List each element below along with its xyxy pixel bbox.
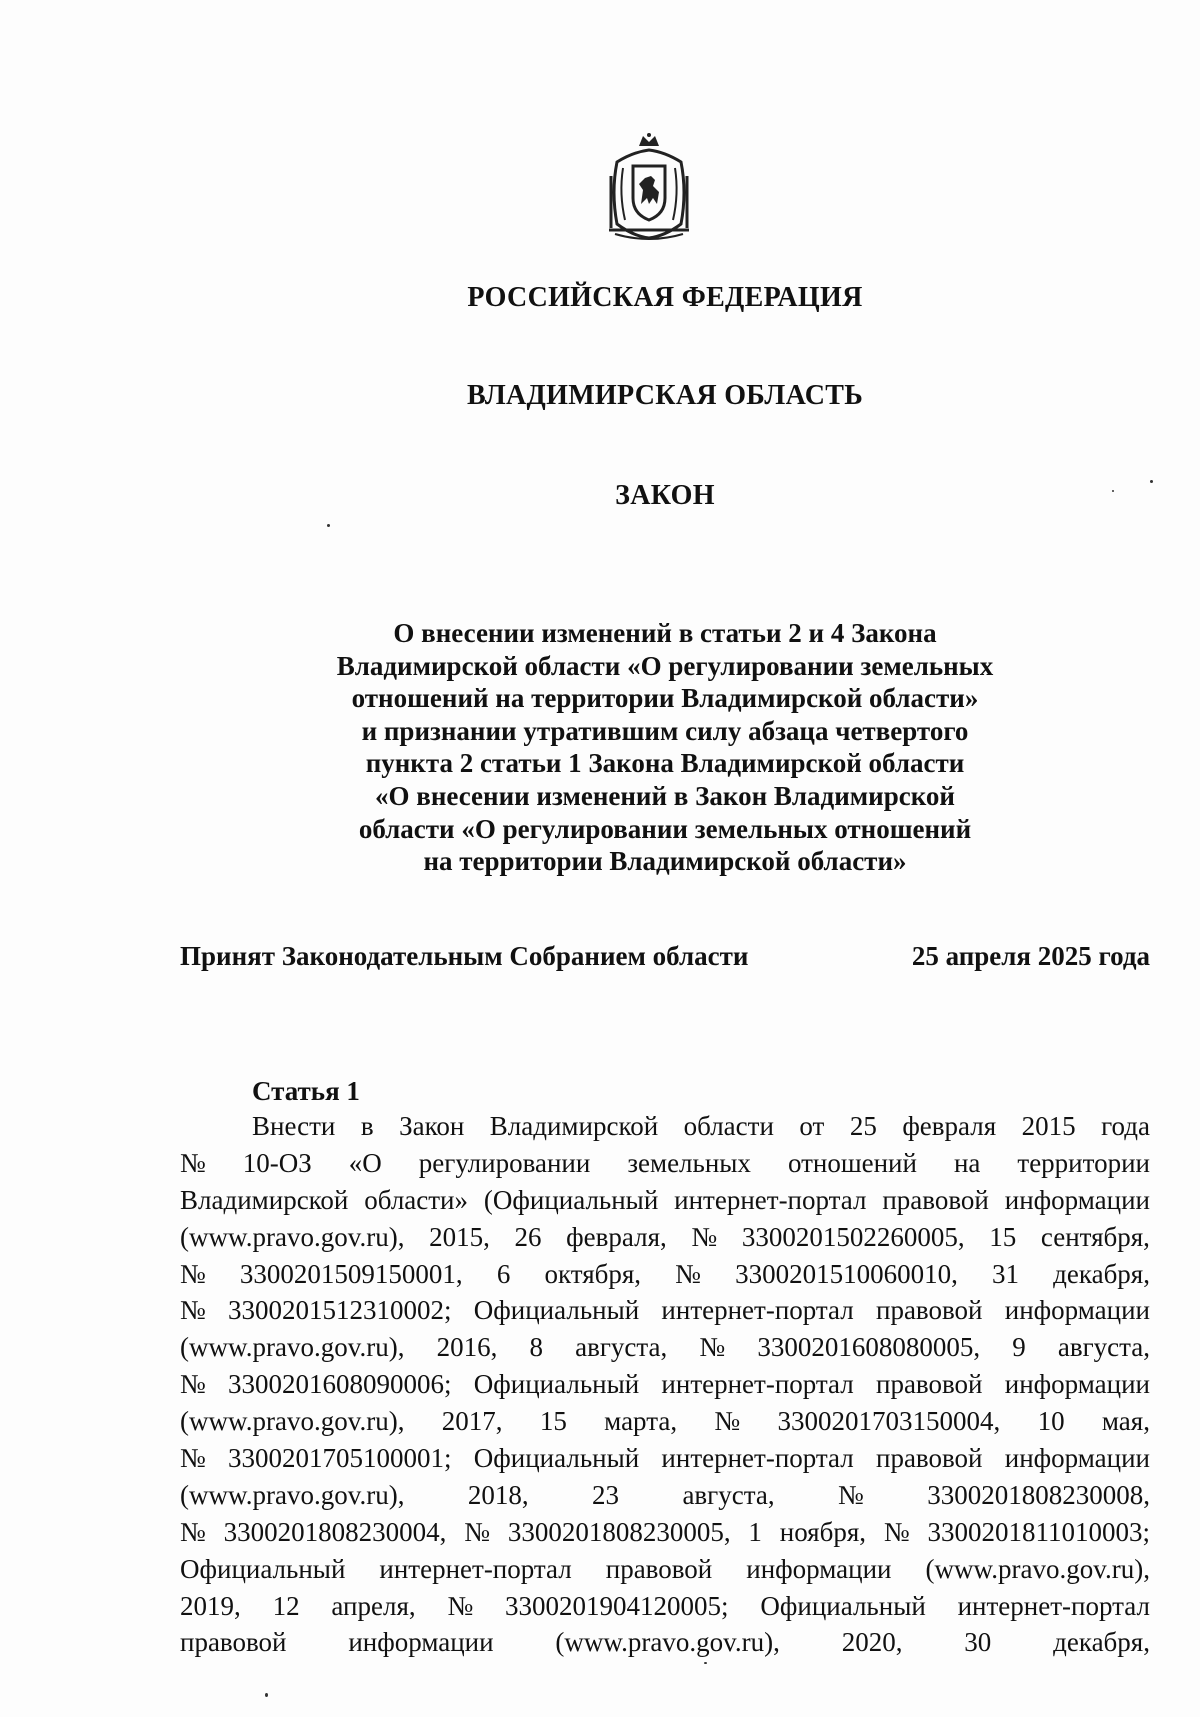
- region-heading: ВЛАДИМИРСКАЯ ОБЛАСТЬ: [466, 380, 864, 411]
- article-word: (www.pravo.gov.ru),: [180, 1332, 405, 1363]
- article-line: [180, 1219, 1150, 1256]
- article-word: 3300201808230005,: [507, 1516, 731, 1547]
- adoption-label: Принят Законодательным Собранием области: [180, 941, 749, 971]
- law-title-line: Владимирской области «О регулировании земельных: [336, 650, 994, 681]
- article-word: 3300201811010003;: [927, 1516, 1150, 1547]
- article-word: интернет-портал: [674, 1184, 867, 1215]
- article-word: №: [675, 1258, 701, 1289]
- article-word: на: [953, 1147, 981, 1178]
- article-word: правовой: [876, 1295, 983, 1326]
- scan-speck: [1150, 480, 1153, 483]
- scan-speck: [1112, 490, 1114, 492]
- article-word: №: [699, 1332, 726, 1363]
- article-word: информации: [348, 1627, 494, 1658]
- article-word: февраля: [902, 1111, 997, 1141]
- adoption-date: 25 апреля 2025 года: [911, 941, 1150, 971]
- article-word: мая,: [1101, 1406, 1150, 1437]
- article-word: «О: [348, 1147, 382, 1178]
- article-word: 6: [496, 1258, 511, 1289]
- article-word: (www.pravo.gov.ru),: [555, 1627, 780, 1658]
- article-line: [180, 1256, 1150, 1293]
- article-word: 26: [514, 1221, 542, 1252]
- article-word: 23: [592, 1479, 620, 1510]
- article-word: 10: [1037, 1406, 1065, 1437]
- article-word: №: [883, 1516, 910, 1547]
- article-word: ноября,: [779, 1516, 867, 1547]
- article-word: 3300201705100001;: [228, 1443, 452, 1474]
- article-word: Внести: [252, 1111, 336, 1141]
- article-word: 3300201608080005,: [757, 1332, 981, 1363]
- coat-of-arms-icon: [603, 132, 695, 240]
- article-word: 15: [989, 1221, 1017, 1252]
- article-word: 1: [748, 1516, 762, 1547]
- article-word: Владимирской: [489, 1111, 659, 1141]
- article-word: апреля,: [331, 1590, 416, 1621]
- article-word: 3300201808230004,: [223, 1516, 447, 1547]
- article-line: [180, 1440, 1150, 1477]
- article-word: 2018,: [467, 1479, 529, 1510]
- article-word: 2016,: [436, 1332, 498, 1363]
- article-word: (www.pravo.gov.ru),: [180, 1406, 405, 1437]
- article-word: №: [447, 1590, 474, 1621]
- article-word: 3300201502260005,: [741, 1221, 965, 1252]
- article-line: [180, 1477, 1150, 1514]
- article-word: информации: [1004, 1295, 1150, 1326]
- document-type-heading: ЗАКОН: [615, 480, 715, 511]
- law-title-line: отношений на территории Владимирской области»: [351, 683, 979, 714]
- article-word: Официальный: [473, 1443, 640, 1474]
- article-heading: Статья 1: [252, 1076, 360, 1106]
- article-word: 31: [992, 1258, 1019, 1289]
- article-word: №: [180, 1516, 206, 1547]
- article-word: №: [180, 1369, 206, 1400]
- article-word: правовой: [876, 1369, 983, 1400]
- article-word: 10-ОЗ: [242, 1147, 312, 1178]
- article-word: Владимирской: [180, 1184, 349, 1215]
- article-word: 2015: [1021, 1111, 1076, 1141]
- article-word: отношений: [787, 1147, 917, 1178]
- article-word: №: [714, 1406, 741, 1437]
- article-word: (Официальный: [483, 1184, 659, 1215]
- article-line: [180, 1366, 1150, 1403]
- article-line: [180, 1292, 1150, 1329]
- article-word: территории: [1017, 1147, 1150, 1178]
- scan-speck: [327, 524, 330, 527]
- article-word: Официальный: [180, 1553, 346, 1584]
- article-word: декабря,: [1053, 1627, 1150, 1658]
- article-word: февраля,: [566, 1221, 667, 1252]
- article-word: Официальный: [473, 1369, 640, 1400]
- article-word: от: [799, 1111, 825, 1141]
- article-word: информации: [1004, 1369, 1150, 1400]
- article-word: (www.pravo.gov.ru),: [180, 1479, 405, 1510]
- article-word: области»: [364, 1184, 469, 1215]
- law-title-line: и признании утратившим силу абзаца четвертого: [361, 715, 969, 746]
- scan-speck: [265, 1693, 268, 1697]
- article-word: 3300201808230008,: [927, 1479, 1150, 1510]
- law-title-line: «О внесении изменений в Закон Владимирской: [375, 780, 955, 811]
- article-word: №: [180, 1443, 206, 1474]
- adoption-line: [180, 941, 1150, 975]
- article-word: информации: [746, 1553, 892, 1584]
- article-word: интернет-портал: [661, 1295, 854, 1326]
- article-line: [180, 1624, 1150, 1661]
- article-word: года: [1101, 1111, 1150, 1141]
- article-word: 30: [964, 1627, 992, 1658]
- article-word: №: [180, 1147, 206, 1178]
- article-line: [180, 1514, 1150, 1551]
- law-title-line: пункта 2 статьи 1 Закона Владимирской области: [365, 748, 965, 779]
- article-line: [180, 1403, 1150, 1440]
- article-word: 9: [1012, 1332, 1026, 1363]
- article-line: [180, 1551, 1150, 1588]
- article-word: правовой: [605, 1553, 713, 1584]
- article-line: [180, 1329, 1150, 1366]
- article-word: регулировании: [418, 1147, 591, 1178]
- article-word: августа,: [1057, 1332, 1150, 1363]
- article-word: интернет-портал: [957, 1590, 1150, 1621]
- article-body: [180, 1108, 1150, 1661]
- article-word: (www.pravo.gov.ru),: [180, 1221, 405, 1252]
- article-word: интернет-портал: [661, 1443, 854, 1474]
- article-line: [180, 1182, 1150, 1219]
- article-word: 3300201512310002;: [228, 1295, 452, 1326]
- article-word: 2017,: [441, 1406, 503, 1437]
- law-title-line: О внесении изменений в статьи 2 и 4 Закона: [393, 618, 937, 648]
- article-word: октября,: [544, 1258, 642, 1289]
- article-word: информации: [1004, 1443, 1150, 1474]
- article-word: августа,: [682, 1479, 775, 1510]
- article-word: 15: [539, 1406, 567, 1437]
- scan-speck: [704, 1662, 707, 1664]
- article-word: правовой: [876, 1443, 983, 1474]
- article-word: 2019,: [180, 1590, 241, 1621]
- article-word: 3300201703150004,: [777, 1406, 1001, 1437]
- article-word: сентября,: [1040, 1221, 1150, 1252]
- article-word: августа,: [575, 1332, 668, 1363]
- law-title: [270, 617, 1060, 878]
- article-word: №: [180, 1258, 206, 1289]
- article-word: 8: [529, 1332, 543, 1363]
- article-word: 3300201608090006;: [228, 1369, 452, 1400]
- article-word: земельных: [627, 1147, 751, 1178]
- law-title-line: области «О регулировании земельных отношений: [358, 813, 972, 844]
- article-word: №: [180, 1295, 206, 1326]
- article-word: 3300201510060010,: [735, 1258, 958, 1289]
- law-title-line: на территории Владимирской области»: [423, 846, 907, 877]
- article-word: интернет-портал: [661, 1369, 854, 1400]
- article-line: [180, 1108, 1150, 1145]
- article-word: 3300201509150001,: [239, 1258, 463, 1289]
- article-word: №: [464, 1516, 490, 1547]
- article-word: 2015,: [429, 1221, 490, 1252]
- article-line: [180, 1145, 1150, 1182]
- article-line: [180, 1588, 1150, 1625]
- article-word: декабря,: [1053, 1258, 1150, 1289]
- article-word: 3300201904120005;: [505, 1590, 729, 1621]
- article-word: №: [838, 1479, 864, 1510]
- article-word: Закон: [399, 1111, 465, 1141]
- article-word: правовой: [180, 1627, 287, 1658]
- article-word: (www.pravo.gov.ru),: [925, 1553, 1150, 1584]
- article-word: 2020,: [841, 1627, 903, 1658]
- article-word: Официальный: [473, 1295, 640, 1326]
- article-word: марта,: [604, 1406, 678, 1437]
- article-word: области: [683, 1111, 774, 1141]
- country-heading: РОССИЙСКАЯ ФЕДЕРАЦИЯ: [467, 282, 863, 313]
- article-word: 12: [272, 1590, 300, 1621]
- article-word: в: [360, 1111, 374, 1141]
- article-word: правовой: [882, 1184, 989, 1215]
- article-word: интернет-портал: [379, 1553, 572, 1584]
- article-word: информации: [1004, 1184, 1150, 1215]
- article-word: 25: [849, 1111, 877, 1141]
- article-word: №: [691, 1221, 718, 1252]
- article-word: Официальный: [760, 1590, 926, 1621]
